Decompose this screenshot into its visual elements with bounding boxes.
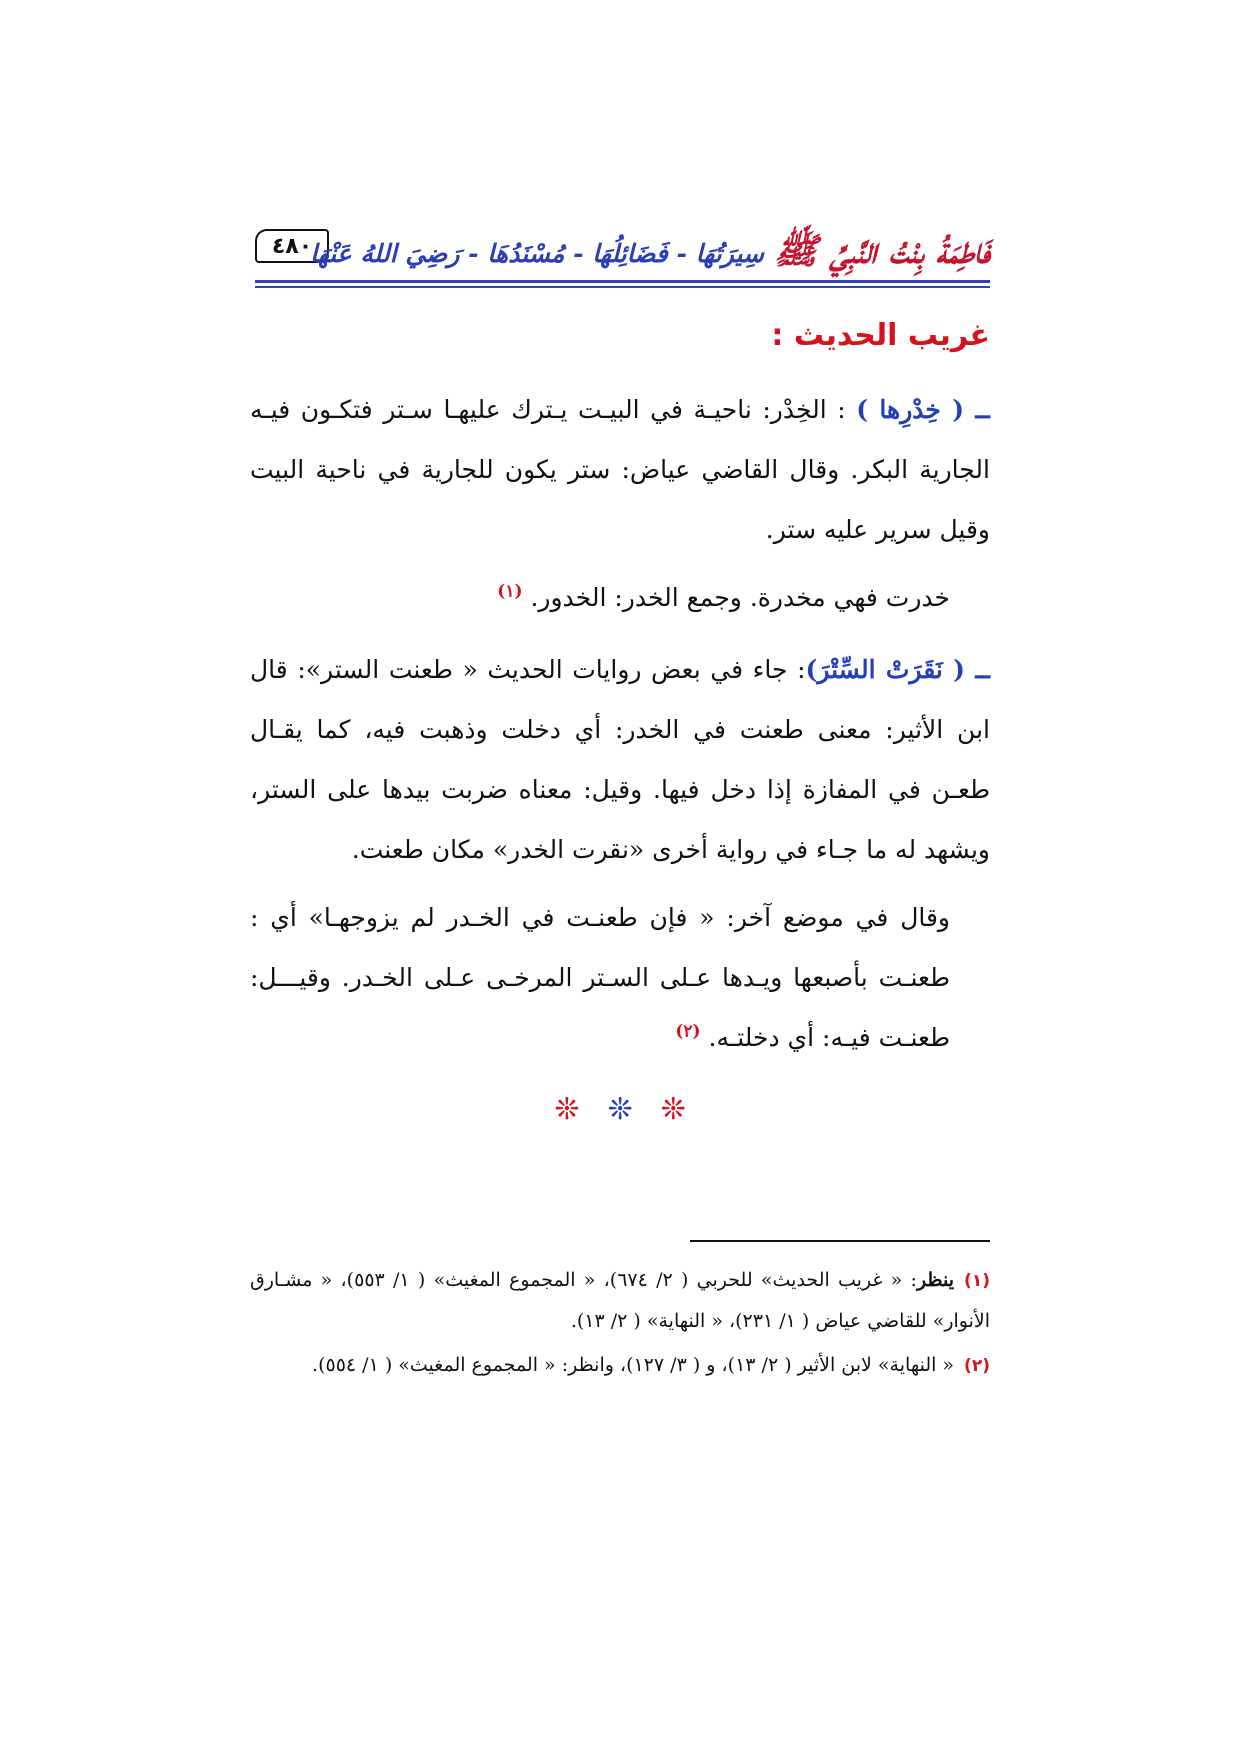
footnote-text: : « غريب الحديث» للحربي ( ٢/ ٦٧٤)، « المجموع المغيث» ( ١/ ٥٥٣)، « مشـارق الأنوار» للقاضي عياض ( ١/ ٢٣١)، « النهاية» ( ٢/ ١٣). <box>250 1269 990 1332</box>
footnote-rule <box>690 1240 990 1242</box>
entry-term: ــ ( خِدْرِها ) <box>856 395 990 424</box>
entry-text: وقال في موضع آخر: « فإن طعنـت في الخـدر لم يزوجهـا» أي : طعنـت بأصبعها ويـدها عـلى السـتر المرخـى عـلى الخـدر. وقيـــل: طعنـت فيـه: أي دخلتـه. <box>250 903 950 1052</box>
entry-text: : جاء في بعض روايات الحديث « طعنت الستر»: قال ابن الأثير: معنى طعنت في الخدر: أي دخلت وذهبت فيه، كما يقـال طعـن في المفازة إذا دخل فيها. وقيل: معناه ضربت بيدها على الستر، ويشهد له ما جـاء في رواية أخرى «نقرت الخدر» مكان طعنت. <box>250 655 990 864</box>
footnote-number: (١) <box>964 1271 990 1291</box>
entry-paragraph <box>250 568 990 628</box>
running-title <box>310 205 990 272</box>
entry-text: : الخِدْر: ناحيـة في البيـت يـترك عليهـا سـتر فتكـون فيـه الجارية البكر. وقال القاضي عياض: ستر يكون للجارية في ناحية البيت وقيل سرير عليه ستر. <box>250 395 990 544</box>
header-rule-thick <box>255 280 990 283</box>
book-title: فَاطِمَةُ بِنْتُ النَّبِيِّ ﷺ <box>774 230 990 272</box>
entry-naqarat <box>250 640 990 880</box>
entry-text: خدرت فهي مخدرة. وجمع الخدر: الخدور. <box>530 583 950 612</box>
footnote-text: « النهاية» لابن الأثير ( ٢/ ١٣)، و ( ٣/ ١٢٧)، وانظر: « المجموع المغيث» ( ١/ ٥٥٤). <box>312 1354 955 1376</box>
page-number: ٤٨٠ <box>255 229 329 263</box>
footnote-lead: ينظر <box>916 1269 955 1291</box>
asterism-icon: ❊ <box>554 1092 580 1127</box>
entry-term: ــ ( نَقَرَتْ السِّتْرَ) <box>805 655 990 684</box>
footnote <box>250 1345 990 1386</box>
entry-paragraph <box>250 888 990 1068</box>
entry-paragraph <box>250 640 990 880</box>
footnote-ref[interactable]: (١) <box>497 581 523 602</box>
asterism-icon: ❊ <box>607 1092 633 1127</box>
entry-taanat <box>250 888 990 1068</box>
entry-paragraph <box>250 380 990 560</box>
footnote-ref[interactable]: (٢) <box>675 1021 701 1042</box>
footnotes <box>250 1260 990 1390</box>
footnote <box>250 1260 990 1341</box>
footnote-number: (٢) <box>964 1356 990 1376</box>
entry-khidr-continued <box>250 568 990 628</box>
running-header <box>255 205 990 277</box>
entry-khidr <box>250 380 990 560</box>
asterism-icon: ❊ <box>660 1092 686 1127</box>
header-rule-thin <box>255 286 990 288</box>
section-separator <box>0 1090 1240 1130</box>
section-heading: غريب الحديث : <box>771 318 990 353</box>
book-subtitle: سِيرَتُهَا - فَضَائِلُهَا - مُسْنَدُهَا - رَضِيَ اللهُ عَنْهَا <box>310 239 764 268</box>
